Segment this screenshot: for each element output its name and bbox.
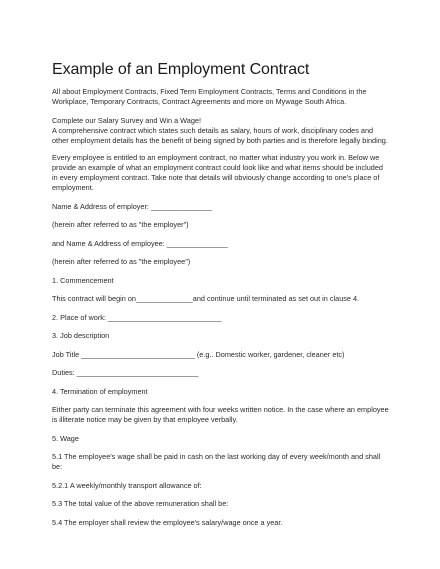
wage-clause-5-1: 5.1 The employee's wage shall be paid in cash on the last working day of every week/month and shall be:: [52, 452, 381, 471]
survey-paragraph: [52, 116, 390, 146]
commencement-clause: This contract will begin on______________and continue until terminated as set out in clause 4.: [52, 294, 360, 303]
section-heading-job-description: 3. Job description: [52, 331, 110, 340]
job-title-line: Job Title ____________________________ (e.g.. Domestic worker, gardener, cleaner etc): [52, 349, 345, 359]
place-of-work-line: 2. Place of work: ____________________________: [52, 312, 222, 322]
employer-line: Name & Address of employer: _______________: [52, 201, 212, 211]
duties-line: Duties: ______________________________: [52, 368, 199, 377]
wage-clause-5-4: 5.4 The employer shall review the employee's salary/wage once a year.: [52, 517, 283, 527]
section-heading-termination: 4. Termination of employment: [52, 386, 148, 396]
wage-clause-5-3: 5.3 The total value of the above remuneration shall be:: [52, 499, 229, 508]
intro-paragraph: All about Employment Contracts, Fixed Term Employment Contracts, Terms and Conditions in the Workplace, Temporary Contracts, Contract Agreements and more on Mywage South Africa.: [52, 87, 367, 106]
preamble-paragraph: Every employee is entitled to an employment contract, no matter what industry you work in. Below we provide an example of what an employment contract could look like and what items should be included in every employment contract. Take note that details will obviously change according to one's place of employment.: [52, 153, 383, 192]
termination-clause: Either party can terminate this agreement with four weeks written notice. In the case where an employee is illiterate notice may be given by that employee verbally.: [52, 405, 389, 424]
survey-headline: Complete our Salary Survey and Win a Wage!: [52, 116, 201, 125]
section-heading-commencement: 1. Commencement: [52, 275, 114, 285]
survey-body: A comprehensive contract which states such details as salary, hours of work, disciplinary codes and other employment details has the benefit of being signed by both parties and is therefore legally binding.: [52, 126, 388, 145]
section-heading-wage: 5. Wage: [52, 433, 79, 443]
employee-line: and Name & Address of employee: _______________: [52, 238, 228, 248]
employer-reference: (herein after referred to as "the employer"): [52, 220, 189, 229]
employee-reference: (herein after referred to as "the employee"): [52, 257, 191, 266]
wage-clause-5-2-1: 5.2.1 A weekly/monthly transport allowance of:: [52, 480, 202, 490]
page-title: Example of an Employment Contract: [52, 61, 310, 78]
